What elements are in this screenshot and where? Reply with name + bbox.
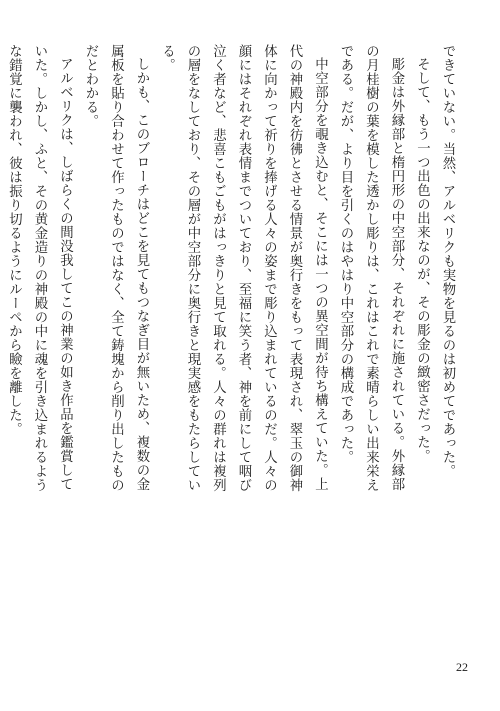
paragraph-6: アルベリクは、しばらくの間没我してこの神業の如き作品を鑑賞していた。しかし、ふと、その黄金造りの神殿の中に魂を引き込まれるような錯覚に襲われ、彼は振り切るようにルーペから瞼を離した。 bbox=[6, 44, 73, 492]
body-text bbox=[6, 44, 460, 496]
paragraph-1: できていない。当然、アルベリクも実物を見るのは初めてであった。 bbox=[440, 44, 455, 478]
paragraph-7 bbox=[0, 44, 1, 496]
paragraph-5: しかも、このブローチはどこを見てもつなぎ目が無いため、複数の金属板を貼り合わせて作ったものではなく、全て鋳塊から削り出したものだとわかる。 bbox=[83, 44, 149, 492]
page-number: 22 bbox=[456, 660, 468, 674]
paragraph-4: 中空部分を覗き込むと、そこには一つの異空間が待ち構えていた。上代の神殿内を彷彿とさせる情景が奥行きをもって表現され、翠玉の御神体に向かって祈りを捧げる人々の姿まで彫り込まれているのだ。人々の顔にはそれぞれ表情までついており、至福に笑う者、神を前にして咽び泣く者など、悲喜こもごもがはっきりと見て取れる。人々の群れは複列の層をなしており、その層が中空部分に奥行きと現実感をもたらしている。 bbox=[159, 44, 328, 492]
paragraph-3: 彫金は外縁部と楕円形の中空部分、それぞれに施されている。外縁部の月桂樹の葉を模した透かし彫りは、これはこれで素晴らしい出来栄えである。だが、より目を引くのはやはり中空部分の構成であった。 bbox=[338, 44, 404, 492]
paragraph-2: そして、もう一つ出色の出来なのが、その彫金の緻密さだった。 bbox=[414, 57, 430, 464]
